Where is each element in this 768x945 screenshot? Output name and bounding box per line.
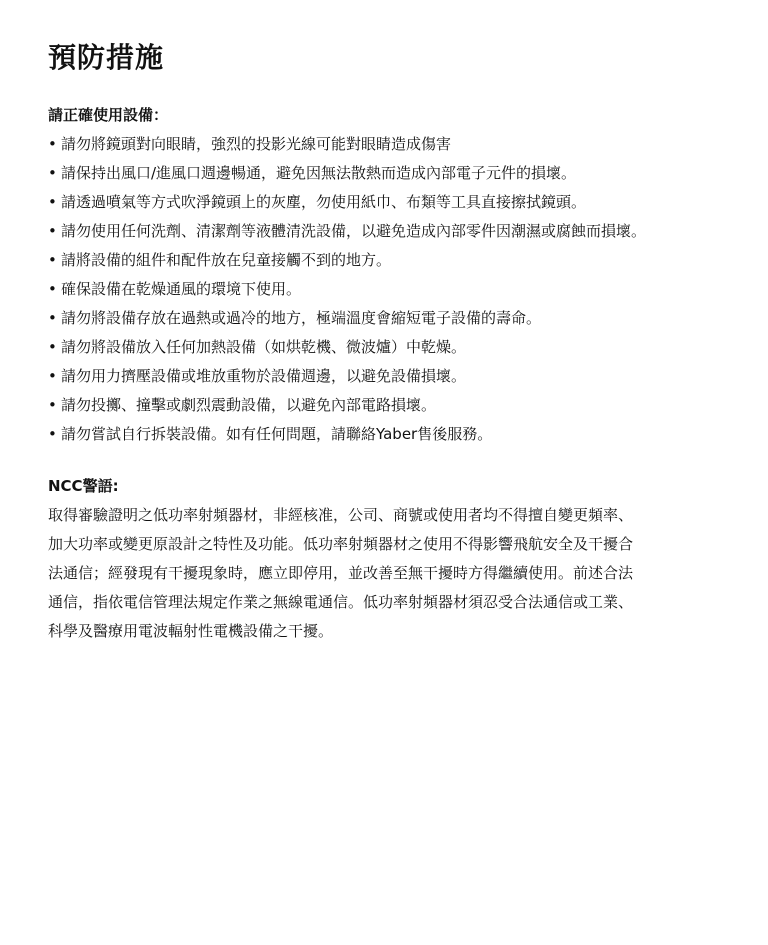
bullet-icon: • bbox=[48, 338, 57, 356]
list-item bbox=[48, 188, 720, 217]
ncc-section bbox=[48, 475, 720, 646]
list-item bbox=[48, 333, 720, 362]
precautions-section bbox=[48, 104, 720, 449]
list-item bbox=[48, 391, 720, 420]
bullet-icon: • bbox=[48, 280, 57, 298]
list-item-text: 請保持出風口/進風口週邊暢通，避免因無法散熱而造成內部電子元件的損壞。 bbox=[61, 164, 577, 182]
list-item bbox=[48, 362, 720, 391]
list-item bbox=[48, 130, 720, 159]
list-item-text: 請勿將鏡頭對向眼睛，強烈的投影光線可能對眼睛造成傷害 bbox=[61, 135, 452, 153]
ncc-heading: NCC警語: bbox=[48, 477, 119, 495]
paragraph-line: 法通信；經發現有干擾現象時，應立即停用，並改善至無干擾時方得繼續使用。前述合法 bbox=[48, 564, 634, 582]
list-item-text: 請勿將設備放入任何加熱設備（如烘乾機、微波爐）中乾燥。 bbox=[61, 338, 467, 356]
bullet-icon: • bbox=[48, 164, 57, 182]
list-item bbox=[48, 304, 720, 333]
precautions-heading: 請正確使用設備： bbox=[48, 106, 169, 124]
list-item bbox=[48, 420, 720, 449]
bullet-icon: • bbox=[48, 135, 57, 153]
list-item-text: 請勿投擲、撞擊或劇烈震動設備，以避免內部電路損壞。 bbox=[61, 396, 437, 414]
list-item bbox=[48, 275, 720, 304]
ncc-paragraph bbox=[48, 501, 720, 646]
precaution-list bbox=[48, 130, 720, 449]
list-item-text: 請勿將設備存放在過熱或過冷的地方，極端溫度會縮短電子設備的壽命。 bbox=[61, 309, 542, 327]
bullet-icon: • bbox=[48, 425, 57, 443]
bullet-icon: • bbox=[48, 251, 57, 269]
paragraph-line: 科學及醫療用電波輻射性電機設備之干擾。 bbox=[48, 622, 334, 640]
list-item bbox=[48, 217, 720, 246]
paragraph-line: 加大功率或變更原設計之特性及功能。低功率射頻器材之使用不得影響飛航安全及干擾合 bbox=[48, 535, 634, 553]
bullet-icon: • bbox=[48, 222, 57, 240]
bullet-icon: • bbox=[48, 396, 57, 414]
list-item-text: 請勿用力擠壓設備或堆放重物於設備週邊，以避免設備損壞。 bbox=[61, 367, 467, 385]
bullet-icon: • bbox=[48, 193, 57, 211]
bullet-icon: • bbox=[48, 367, 57, 385]
paragraph-line: 通信，指依電信管理法規定作業之無線電通信。低功率射頻器材須忍受合法通信或工業、 bbox=[48, 593, 634, 611]
list-item bbox=[48, 246, 720, 275]
list-item-text: 請透過噴氣等方式吹淨鏡頭上的灰塵，勿使用紙巾、布類等工具直接擦拭鏡頭。 bbox=[61, 193, 587, 211]
list-item bbox=[48, 159, 720, 188]
list-item-text: 請勿嘗試自行拆裝設備。如有任何問題，請聯絡Yaber售後服務。 bbox=[61, 425, 493, 443]
list-item-text: 確保設備在乾燥通風的環境下使用。 bbox=[61, 280, 302, 298]
bullet-icon: • bbox=[48, 309, 57, 327]
paragraph-line: 取得審驗證明之低功率射頻器材，非經核准，公司、商號或使用者均不得擅自變更頻率、 bbox=[48, 506, 634, 524]
list-item-text: 請勿使用任何洗劑、清潔劑等液體清洗設備，以避免造成內部零件因潮濕或腐蝕而損壞。 bbox=[61, 222, 647, 240]
list-item-text: 請將設備的組件和配件放在兒童接觸不到的地方。 bbox=[61, 251, 392, 269]
page-title: 預防措施 bbox=[48, 41, 165, 74]
